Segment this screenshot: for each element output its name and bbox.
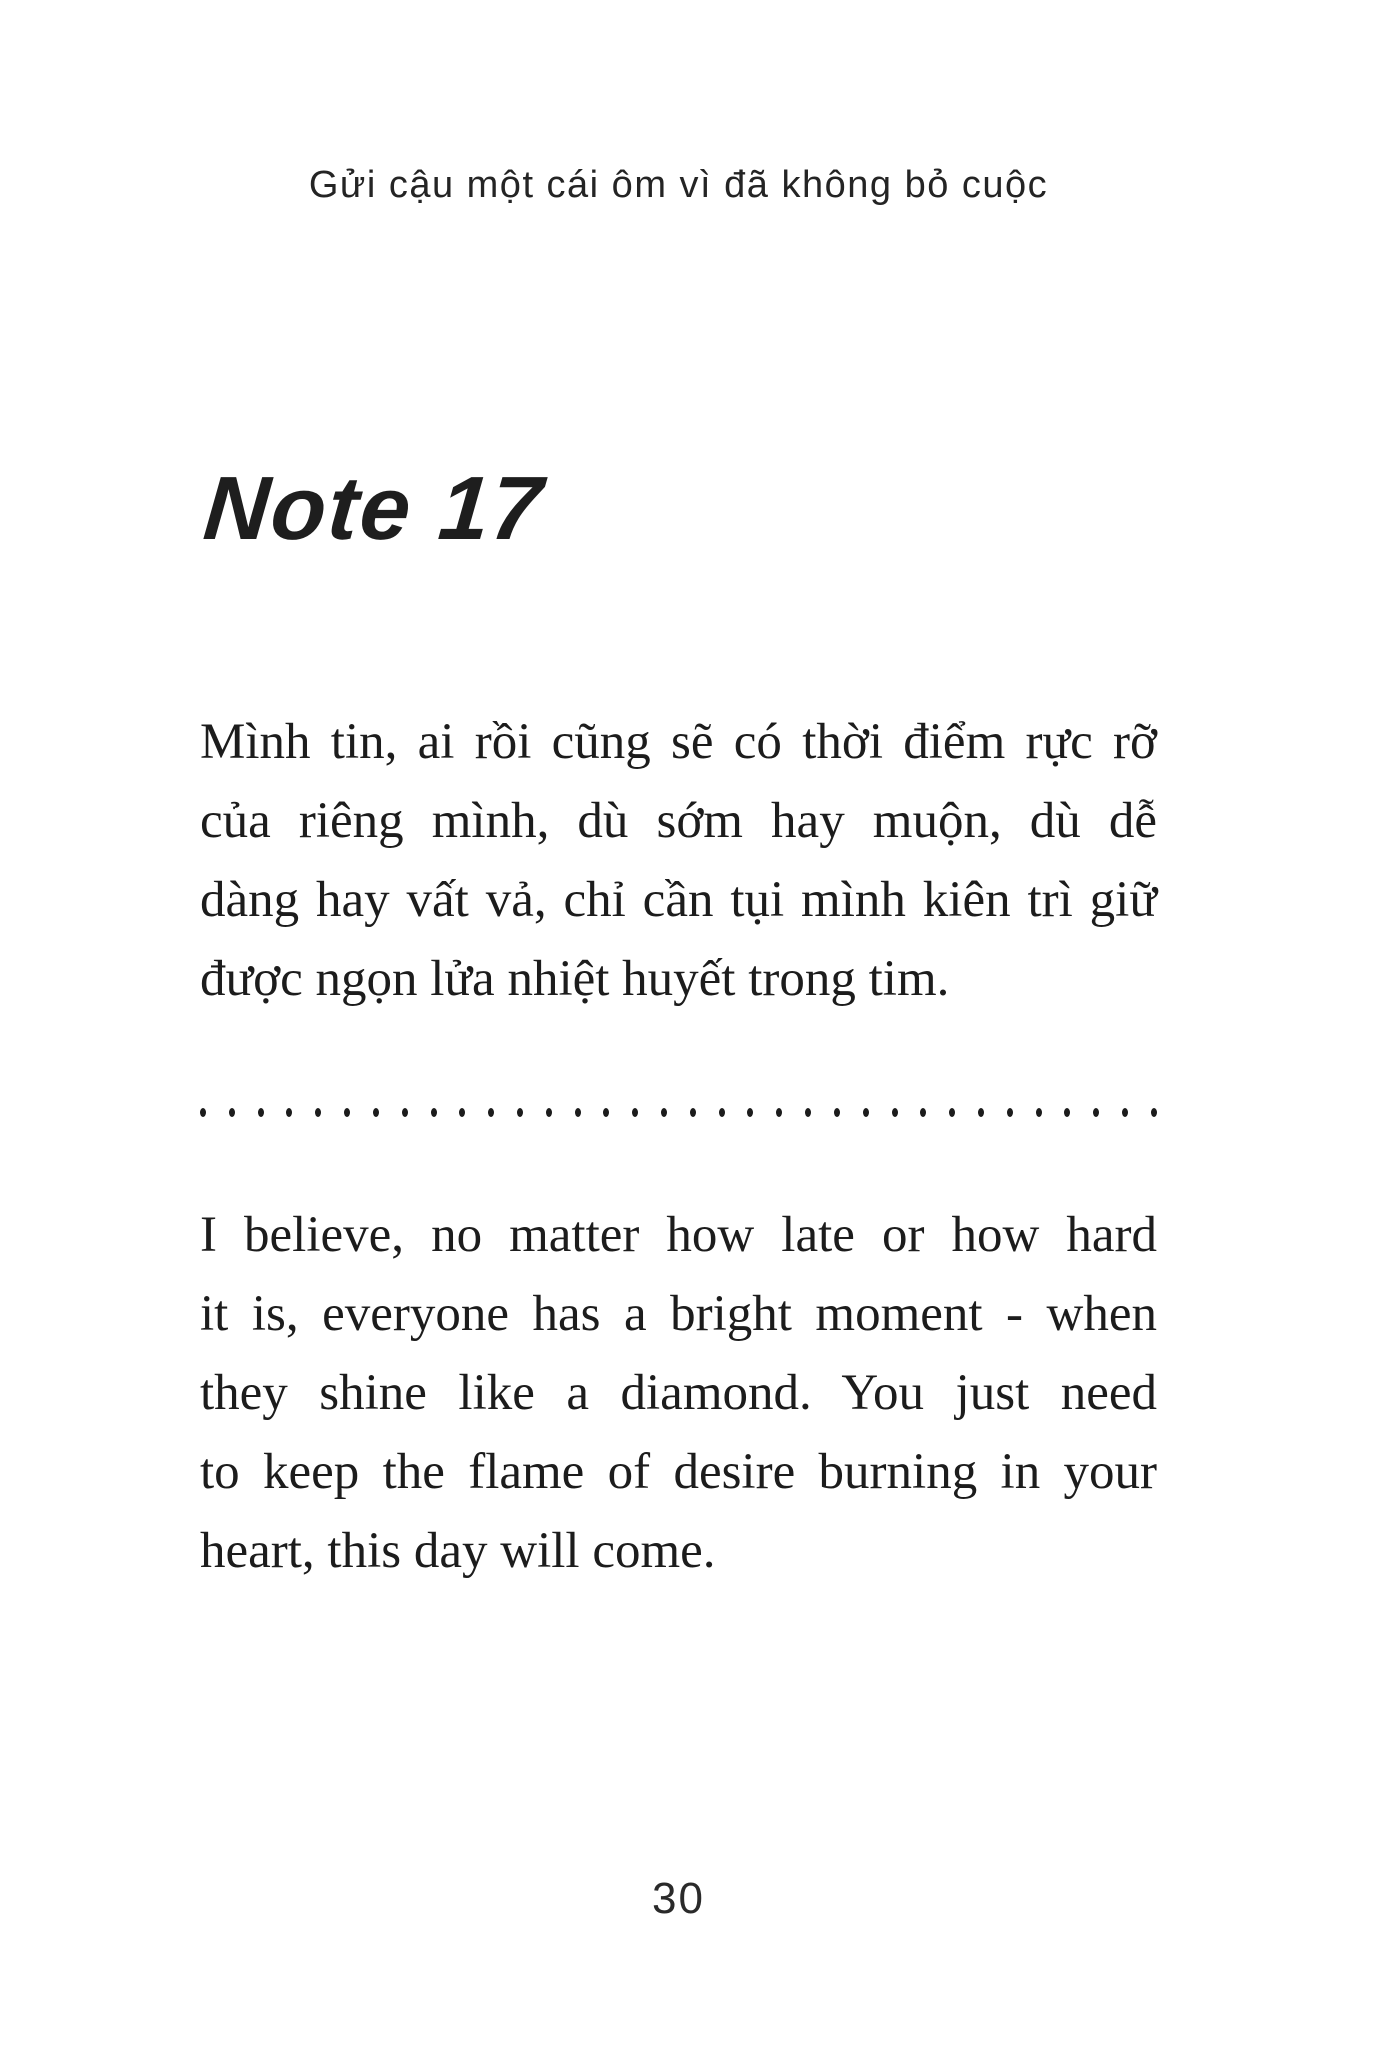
divider-dot: [949, 1108, 955, 1117]
note-title: Note 17: [200, 459, 548, 559]
page-number: 30: [652, 1874, 705, 1923]
divider-dot: [1122, 1108, 1128, 1117]
divider-dot: [920, 1108, 926, 1117]
paragraph-vi-line-1: Mình tin, ai rồi cũng sẽ có thời điểm rực rỡ: [200, 714, 1157, 770]
divider-dot: [863, 1108, 869, 1117]
divider-dot: [459, 1108, 465, 1117]
divider-dot: [1007, 1108, 1013, 1117]
paragraph-en-line-3: they shine like a diamond. You just need: [200, 1365, 1157, 1421]
divider-dot: [1151, 1108, 1157, 1117]
paragraph-vi-line-4: được ngọn lửa nhiệt huyết trong tim.: [200, 951, 950, 1007]
divider-dot: [517, 1108, 523, 1117]
divider-dot: [200, 1108, 206, 1117]
paragraph-en-line-1: I believe, no matter how late or how hard: [200, 1207, 1157, 1263]
divider-dot: [431, 1108, 437, 1117]
divider-dot: [344, 1108, 350, 1117]
divider-dot: [747, 1108, 753, 1117]
divider-dot: [1093, 1108, 1099, 1117]
divider-dot: [1036, 1108, 1042, 1117]
divider-dot: [546, 1108, 552, 1117]
divider-dot: [1064, 1108, 1070, 1117]
divider-dot: [373, 1108, 379, 1117]
divider-dot: [978, 1108, 984, 1117]
divider-dot: [575, 1108, 581, 1117]
divider-dot: [661, 1108, 667, 1117]
paragraph-en-line-4: to keep the flame of desire burning in your: [200, 1444, 1157, 1500]
paragraph-vi-line-3: dàng hay vất vả, chỉ cần tụi mình kiên trì giữ: [200, 872, 1157, 928]
divider-dot: [776, 1108, 782, 1117]
divider-dot: [315, 1108, 321, 1117]
divider-dot: [286, 1108, 292, 1117]
divider-dot: [690, 1108, 696, 1117]
divider-dot: [805, 1108, 811, 1117]
paragraph-vi-line-2: của riêng mình, dù sớm hay muộn, dù dễ: [200, 793, 1157, 849]
divider-dot: [834, 1108, 840, 1117]
dotted-divider: [200, 1103, 1157, 1121]
divider-dot: [603, 1108, 609, 1117]
divider-dot: [258, 1108, 264, 1117]
divider-dot: [488, 1108, 494, 1117]
divider-dot: [632, 1108, 638, 1117]
divider-dot: [719, 1108, 725, 1117]
running-header: Gửi cậu một cái ôm vì đã không bỏ cuộc: [308, 164, 1049, 206]
divider-dot: [402, 1108, 408, 1117]
paragraph-en-line-2: it is, everyone has a bright moment - when: [200, 1286, 1157, 1342]
paragraph-vietnamese: [200, 703, 1157, 1019]
divider-dot: [229, 1108, 235, 1117]
divider-dot: [892, 1108, 898, 1117]
paragraph-english: [200, 1196, 1157, 1591]
paragraph-en-line-5: heart, this day will come.: [200, 1523, 716, 1579]
